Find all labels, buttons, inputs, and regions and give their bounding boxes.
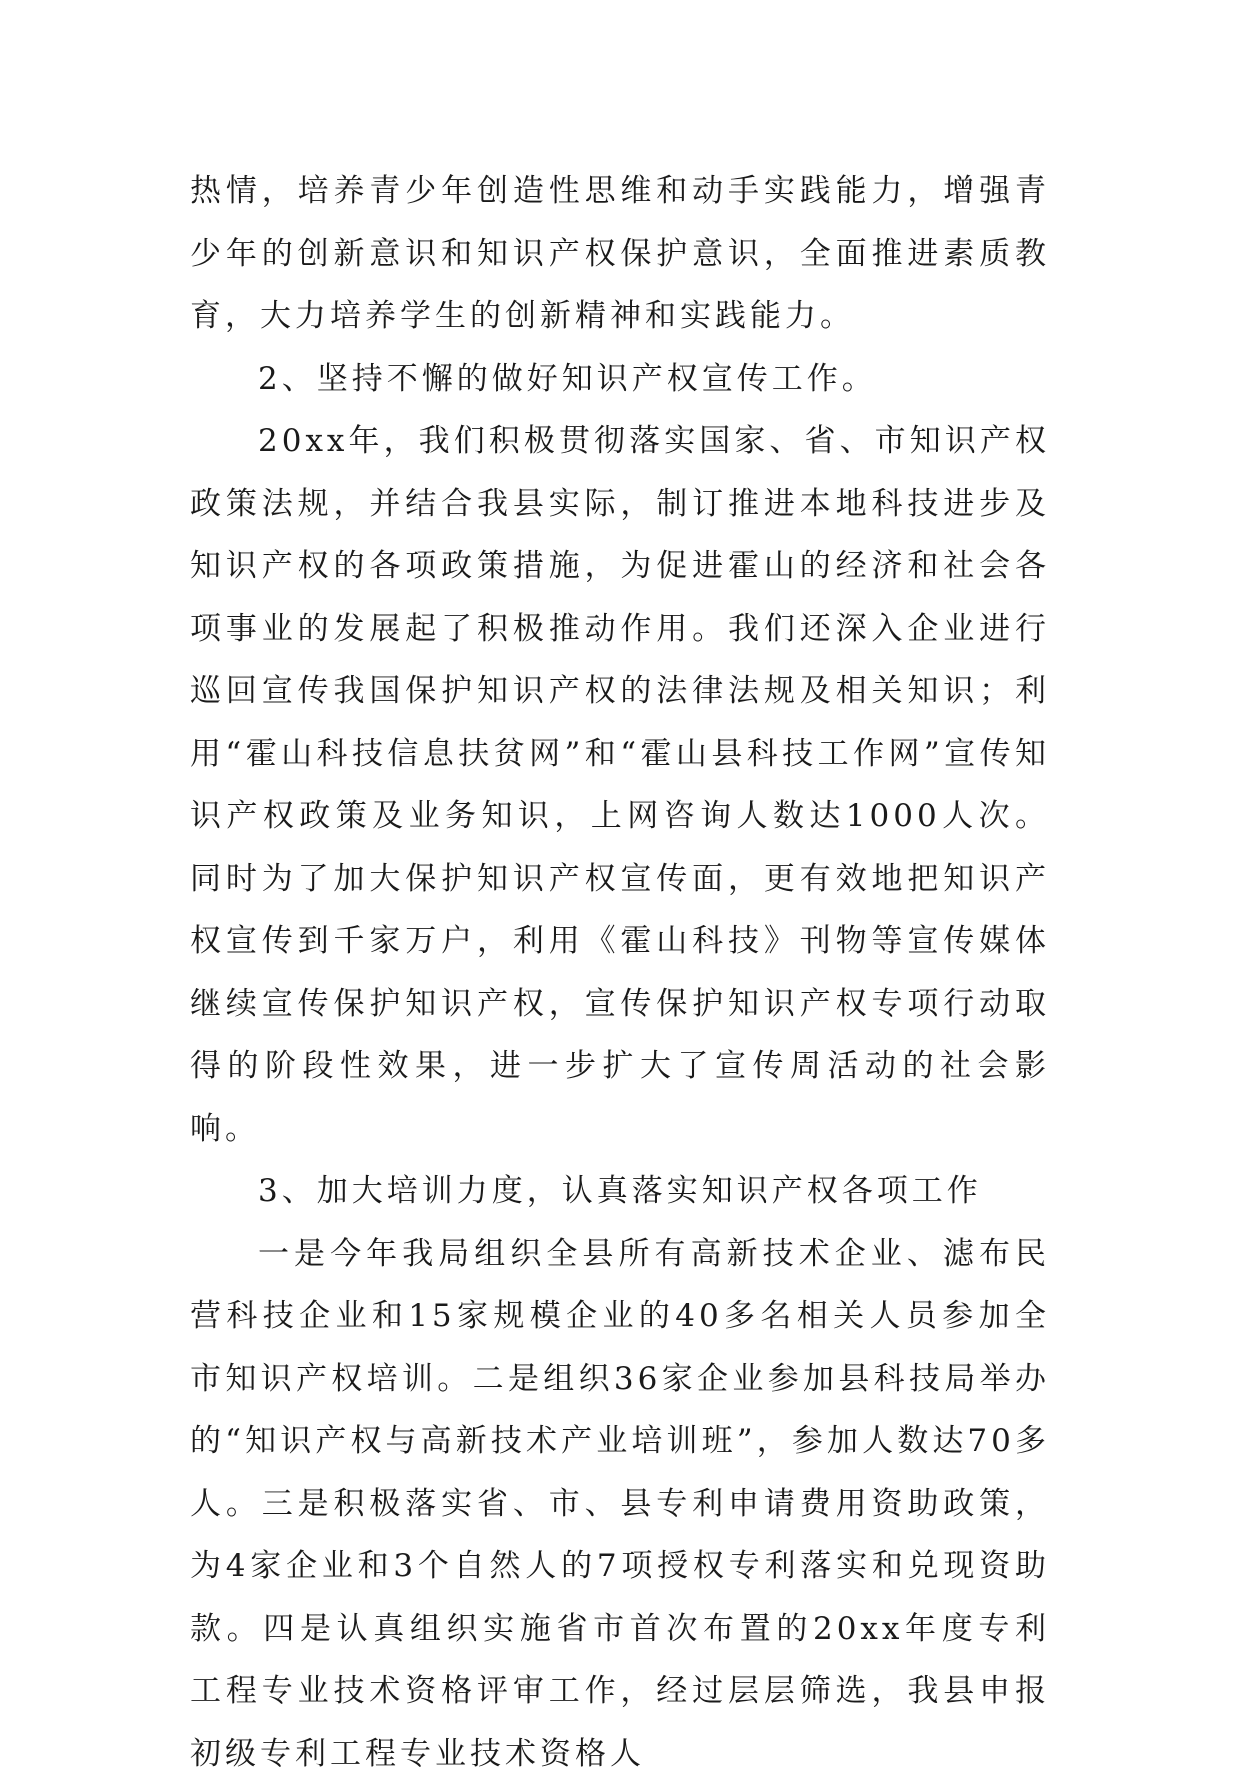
paragraph-continuation: 热情，培养青少年创造性思维和动手实践能力，增强青少年的创新意识和知识产权保护意识，全面推进素质教育，大力培养学生的创新精神和实践能力。 (190, 160, 1050, 348)
paragraph-training: 一是今年我局组织全县所有高新技术企业、滤布民营科技企业和15家规模企业的40多名相关人员参加全市知识产权培训。二是组织36家企业参加县科技局举办的“知识产权与高新技术产业培训班”，参加人数达70多人。三是积极落实省、市、县专利申请费用资助政策，为4家企业和3个自然人的7项授权专利落实和兑现资助款。四是认真组织实施省市首次布置的20xx年度专利工程专业技术资格评审工作，经过层层筛选，我县申报初级专利工程专业技术资格人 (190, 1223, 1050, 1785)
paragraph-publicity: 20xx年，我们积极贯彻落实国家、省、市知识产权政策法规，并结合我县实际，制订推进本地科技进步及知识产权的各项政策措施，为促进霍山的经济和社会各项事业的发展起了积极推动作用。我们还深入企业进行巡回宣传我国保护知识产权的法律法规及相关知识；利用“霍山科技信息扶贫网”和“霍山县科技工作网”宣传知识产权政策及业务知识，上网咨询人数达1000人次。同时为了加大保护知识产权宣传面，更有效地把知识产权宣传到千家万户，利用《霍山科技》刊物等宣传媒体继续宣传保护知识产权，宣传保护知识产权专项行动取得的阶段性效果，进一步扩大了宣传周活动的社会影响。 (190, 410, 1050, 1160)
section-heading-3: 3、加大培训力度，认真落实知识产权各项工作 (190, 1160, 1050, 1223)
section-heading-2: 2、坚持不懈的做好知识产权宣传工作。 (190, 348, 1050, 411)
document-body (190, 160, 1050, 1785)
